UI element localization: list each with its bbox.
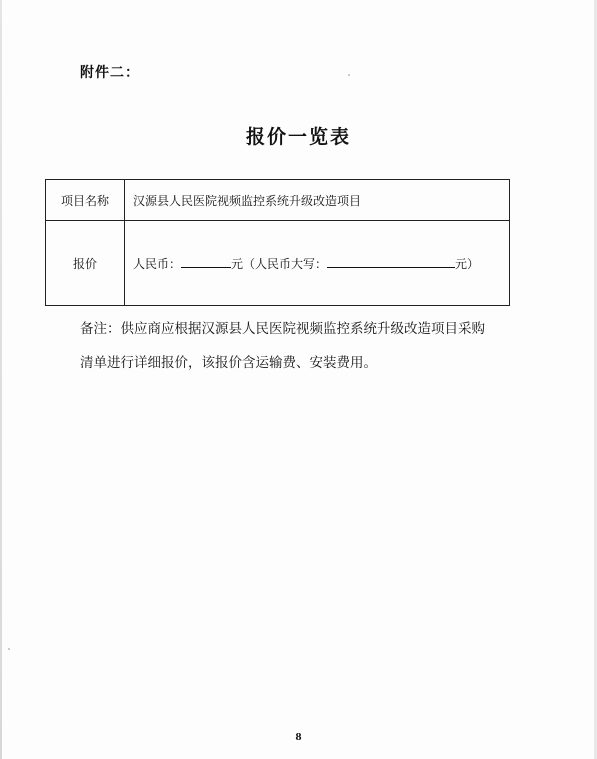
yuan-caps-open: 元（人民币大写： [231, 256, 328, 271]
amount-in-words-blank[interactable] [327, 255, 455, 268]
table-row-price [46, 221, 510, 306]
scan-edge-left [0, 0, 2, 759]
page-title: 报价一览表 [245, 126, 351, 148]
yuan-close: 元） [455, 256, 480, 271]
note-line-1: 备注：供应商应根据汉源县人民医院视频监控系统升级改造项目采购 [80, 321, 485, 337]
note-paragraph [80, 312, 520, 380]
page-number: 8 [295, 733, 302, 743]
price-label: 报价 [46, 221, 125, 306]
note-line-2: 清单进行详细报价，该报价含运输费、安装费用。 [80, 355, 377, 371]
scan-speck [348, 74, 350, 76]
scan-speck [8, 648, 10, 650]
project-name-label: 项目名称 [46, 180, 125, 221]
table-row-project-name [46, 180, 510, 221]
price-value [125, 221, 510, 306]
project-name-value: 汉源县人民医院视频监控系统升级改造项目 [125, 180, 510, 221]
attachment-label: 附件二： [80, 65, 140, 81]
amount-blank[interactable] [181, 255, 231, 268]
rmb-label: 人民币： [133, 256, 182, 271]
quote-table [45, 179, 510, 306]
